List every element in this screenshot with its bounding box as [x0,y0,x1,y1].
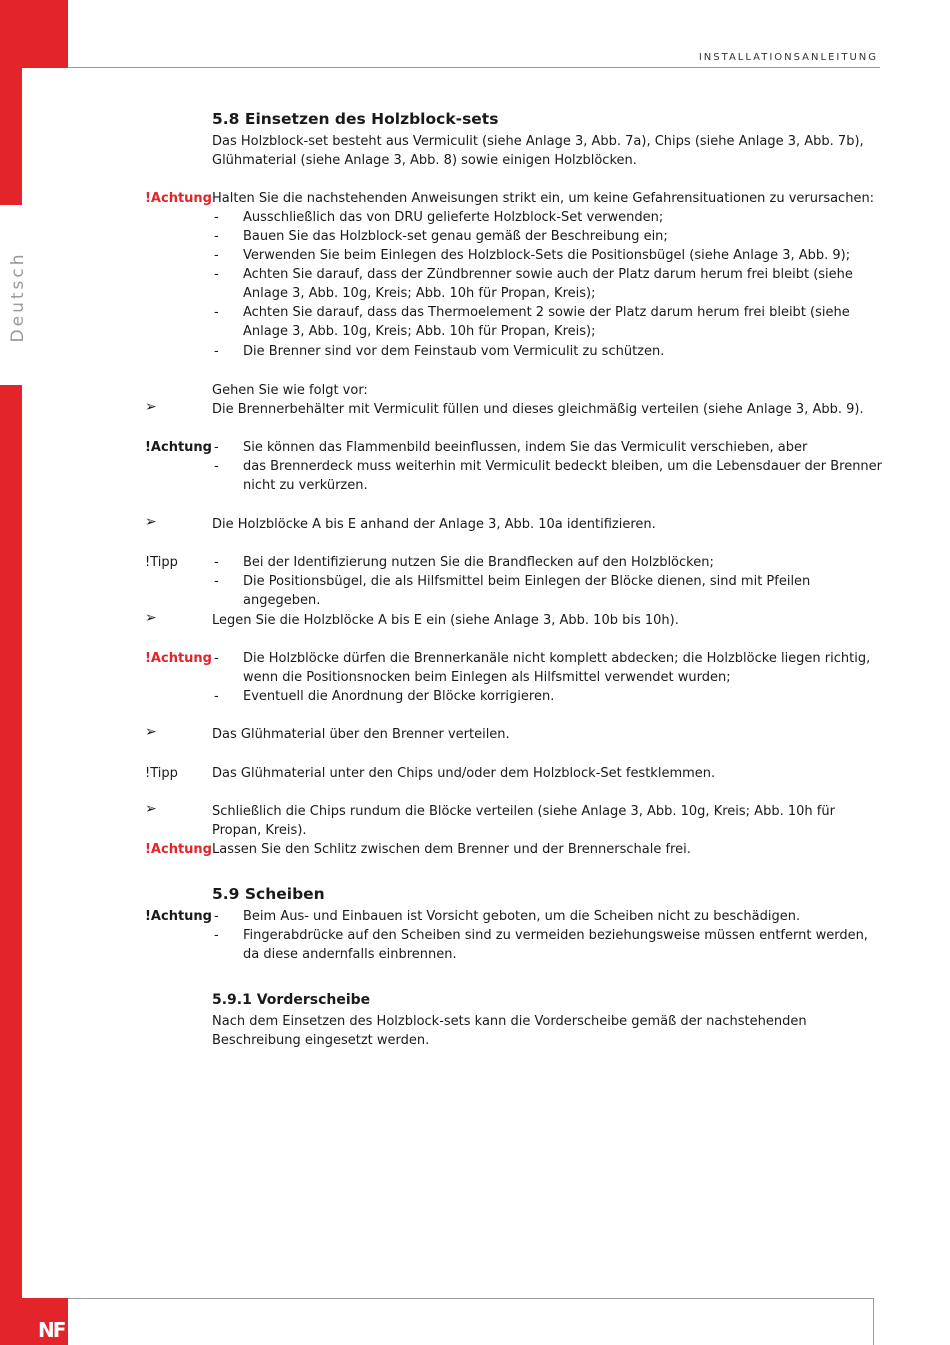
list-item-text: Fingerabdrücke auf den Scheiben sind zu vermeiden beziehungsweise müssen entfernt werden, da diese andernfalls einbrennen. [243,928,868,962]
header-title: INSTALLATIONSANLEITUNG [698,52,878,63]
list-item-text: Die Positionsbügel, die als Hilfsmittel beim Einlegen der Blöcke dienen, sind mit Pfeilen angegeben. [243,574,811,608]
footer-rule [68,1298,874,1299]
warning-label: !Achtung [145,909,212,924]
footer-vertical-rule [873,1298,874,1345]
section-intro: Das Holzblock-set besteht aus Vermiculit (siehe Anlage 3, Abb. 7a), Chips (siehe Anlage 3, Abb. 7b), Glühmaterial (siehe Anlage 3, Abb. 8) sowie einigen Holzblöcken. [212,134,864,168]
dash-bullet: - [214,555,219,570]
arrow-bullet-icon: ➢ [145,724,157,740]
dash-bullet: - [214,210,219,225]
arrow-bullet-icon: ➢ [145,399,157,415]
section-heading: 5.9 Scheiben [212,885,325,903]
list-item-text: Eventuell die Anordnung der Blöcke korrigieren. [243,689,555,704]
list-item-text: das Brennerdeck muss weiterhin mit Vermiculit bedeckt bleiben, um die Lebensdauer der Brenner nicht zu verkürzen. [243,459,883,493]
procedure-step: Das Glühmaterial über den Brenner verteilen. [212,727,510,742]
list-item-text: Achten Sie darauf, dass das Thermoelement 2 sowie der Platz darum herum frei bleibt (siehe Anlage 3, Abb. 10g, Kreis; Abb. 10h für Propan, Kreis); [243,305,850,339]
list-item-text: Ausschließlich das von DRU gelieferte Holzblock-Set verwenden; [243,210,664,225]
list-item-text: Beim Aus- und Einbauen ist Vorsicht geboten, um die Scheiben nicht zu beschädigen. [243,909,801,924]
procedure-step: Schließlich die Chips rundum die Blöcke verteilen (siehe Anlage 3, Abb. 10g, Kreis; Abb. 10h für Propan, Kreis). [212,804,835,838]
tip-label: !Tipp [145,555,178,570]
dash-bullet: - [214,267,219,282]
warning-label: !Achtung [145,651,212,666]
procedure-intro: Gehen Sie wie folgt vor: [212,383,368,398]
arrow-bullet-icon: ➢ [145,801,157,817]
subsection-text: Nach dem Einsetzen des Holzblock-sets kann die Vorderscheibe gemäß der nachstehenden Beschreibung eingesetzt werden. [212,1014,807,1048]
tip-text: Das Glühmaterial unter den Chips und/oder dem Holzblock-Set festklemmen. [212,766,716,781]
list-item-text: Bei der Identifizierung nutzen Sie die Brandflecken auf den Holzblöcken; [243,555,714,570]
header-rule [68,67,880,68]
dash-bullet: - [214,440,219,455]
arrow-bullet-icon: ➢ [145,610,157,626]
section-heading: 5.8 Einsetzen des Holzblock-sets [212,110,499,128]
dash-bullet: - [214,909,219,924]
dash-bullet: - [214,928,219,943]
warning-label: !Achtung [145,440,212,455]
warning-label: !Achtung [145,191,212,206]
brand-logo: NF [38,1318,65,1342]
arrow-bullet-icon: ➢ [145,514,157,530]
language-tab: Deutsch [8,251,28,343]
warning-text: Lassen Sie den Schlitz zwischen dem Brenner und der Brennerschale frei. [212,842,691,857]
tip-label: !Tipp [145,766,178,781]
list-item-text: Die Holzblöcke dürfen die Brennerkanäle nicht komplett abdecken; die Holzblöcke liegen richtig, wenn die Positionsnocken beim Einlegen als Hilfsmittel verwendet wurden; [243,651,871,685]
header-color-block [0,0,68,68]
dash-bullet: - [214,229,219,244]
warning-label: !Achtung [145,842,212,857]
list-item-text: Sie können das Flammenbild beeinflussen, indem Sie das Vermiculit verschieben, aber [243,440,808,455]
subsection-heading: 5.9.1 Vorderscheibe [212,992,371,1008]
dash-bullet: - [214,689,219,704]
procedure-step: Die Holzblöcke A bis E anhand der Anlage 3, Abb. 10a identifizieren. [212,517,656,532]
dash-bullet: - [214,344,219,359]
list-item-text: Achten Sie darauf, dass der Zündbrenner sowie auch der Platz darum herum frei bleibt (siehe Anlage 3, Abb. 10g, Kreis; Abb. 10h für Propan, Kreis); [243,267,853,301]
list-item-text: Verwenden Sie beim Einlegen des Holzblock-Sets die Positionsbügel (siehe Anlage 3, Abb. 9); [243,248,851,263]
list-item-text: Die Brenner sind vor dem Feinstaub vom Vermiculit zu schützen. [243,344,665,359]
dash-bullet: - [214,248,219,263]
dash-bullet: - [214,574,219,589]
list-item-text: Bauen Sie das Holzblock-set genau gemäß der Beschreibung ein; [243,229,668,244]
dash-bullet: - [214,459,219,474]
procedure-step: Legen Sie die Holzblöcke A bis E ein (siehe Anlage 3, Abb. 10b bis 10h). [212,613,679,628]
dash-bullet: - [214,651,219,666]
procedure-step: Die Brennerbehälter mit Vermiculit füllen und dieses gleichmäßig verteilen (siehe Anlage 3, Abb. 9). [212,402,864,417]
warning-text: Halten Sie die nachstehenden Anweisungen strikt ein, um keine Gefahrensituationen zu verursachen: [212,191,875,206]
dash-bullet: - [214,305,219,320]
side-color-bar-bottom [0,385,22,1345]
